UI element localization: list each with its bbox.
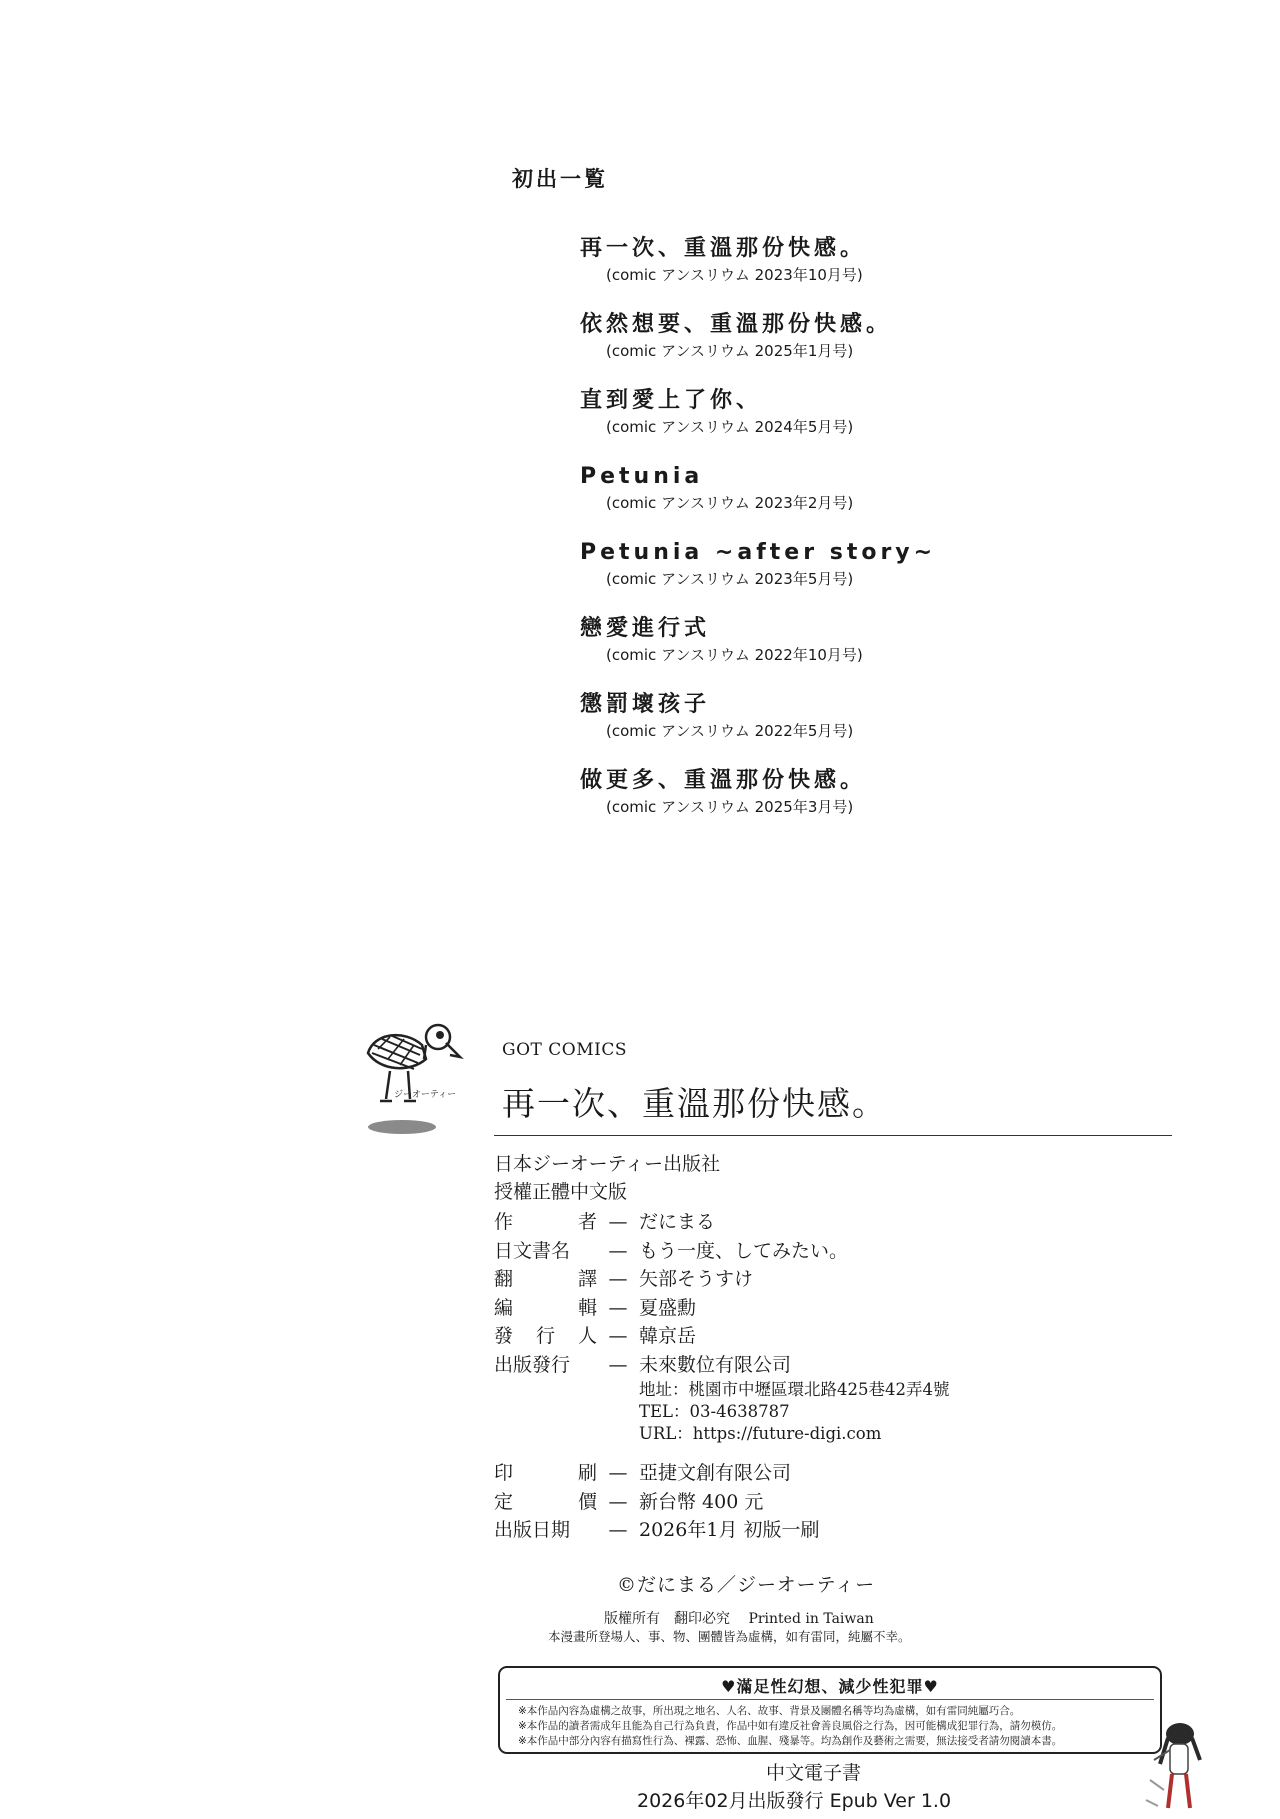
bird-logo-icon bbox=[360, 1015, 470, 1135]
notice-line: ※本作品中部分內容有描寫性行為、裸露、恐怖、血腥、殘暴等。均為創作及藝術之需要，無法接受者請勿閱讀本書。 bbox=[518, 1735, 1063, 1747]
work-title: Petunia bbox=[580, 464, 704, 489]
logo-text: ジーオーティー bbox=[394, 1090, 457, 1100]
credit-dash: — bbox=[608, 1353, 628, 1376]
notice-title: ♥滿足性幻想、減少性犯罪♥ bbox=[721, 1677, 939, 1696]
credit-value: 2026年1月 初版一刷 bbox=[639, 1519, 820, 1541]
credit-label: 日文書名 bbox=[494, 1239, 571, 1262]
credit-label: 印 刷 bbox=[494, 1462, 597, 1484]
book-title: 再一次、重溫那份快感。 bbox=[502, 1084, 887, 1123]
credit-row bbox=[494, 1208, 950, 1237]
list-item bbox=[580, 766, 1140, 842]
notice-divider bbox=[506, 1699, 1154, 1700]
list-item bbox=[580, 462, 1140, 538]
credit-label: 發 行 人 bbox=[494, 1325, 597, 1347]
works-list bbox=[580, 234, 1140, 842]
credit-value: 亞捷文創有限公司 bbox=[639, 1462, 792, 1484]
list-item bbox=[580, 690, 1140, 766]
credit-dash: — bbox=[608, 1519, 628, 1541]
credit-label: 定 價 bbox=[494, 1490, 597, 1513]
work-title: Petunia ~after story~ bbox=[580, 540, 937, 565]
notice-lines bbox=[518, 1704, 1062, 1749]
work-title: 戀愛進行式 bbox=[580, 616, 711, 641]
credit-dash: — bbox=[608, 1296, 628, 1319]
list-heading: 初出一覧 bbox=[512, 167, 608, 191]
credit-label: 編 輯 bbox=[494, 1296, 597, 1319]
credit-value: もう一度、してみたい。 bbox=[639, 1239, 849, 1262]
credit-value: 韓京岳 bbox=[639, 1325, 697, 1347]
notice-line: ※本作品的讀者需成年且能為自己行為負責，作品中如有違反社會善良風俗之行為，因可能構成犯罪行為，請勿模仿。 bbox=[518, 1720, 1063, 1732]
list-item bbox=[580, 614, 1140, 690]
work-source: (comic アンスリウム 2025年1月号) bbox=[606, 342, 854, 360]
credit-label: 翻 譯 bbox=[494, 1268, 597, 1290]
credit-value: だにまる bbox=[639, 1211, 716, 1233]
publisher-name: 日本ジーオーティー出版社 bbox=[494, 1153, 721, 1175]
credit-value: 未來數位有限公司 bbox=[639, 1353, 792, 1376]
credit-value: 夏盛勳 bbox=[639, 1296, 697, 1319]
credit-row bbox=[494, 1294, 950, 1323]
rights-line: 版權所有 翻印必究 Printed in Taiwan bbox=[604, 1611, 874, 1627]
credit-label: 作 者 bbox=[494, 1211, 597, 1233]
credit-dash: — bbox=[608, 1490, 628, 1513]
work-source: (comic アンスリウム 2023年5月号) bbox=[606, 570, 854, 588]
credit-label: 出版日期 bbox=[494, 1519, 571, 1541]
credit-row bbox=[494, 1351, 950, 1380]
ebook-release: 2026年02月出版發行 Epub Ver 1.0 bbox=[637, 1790, 952, 1812]
character-figure-icon bbox=[1140, 1720, 1210, 1815]
credit-dash: — bbox=[608, 1462, 628, 1484]
credit-row bbox=[494, 1459, 950, 1488]
credit-value: 矢部そうすけ bbox=[639, 1268, 754, 1290]
work-title: 再一次、重溫那份快感。 bbox=[580, 236, 867, 261]
work-source: (comic アンスリウム 2025年3月号) bbox=[606, 798, 854, 816]
work-title: 做更多、重溫那份快感。 bbox=[580, 768, 867, 793]
credit-dash: — bbox=[608, 1239, 628, 1262]
work-title: 依然想要、重溫那份快感。 bbox=[580, 312, 893, 337]
credit-dash: — bbox=[608, 1325, 628, 1347]
ebook-label: 中文電子書 bbox=[766, 1762, 862, 1784]
credit-row bbox=[494, 1322, 950, 1351]
divider bbox=[494, 1135, 1172, 1136]
work-source: (comic アンスリウム 2022年10月号) bbox=[606, 646, 863, 664]
work-source: (comic アンスリウム 2023年2月号) bbox=[606, 494, 854, 512]
tel-line: TEL：03-4638787 bbox=[639, 1402, 790, 1421]
credit-row bbox=[494, 1488, 950, 1517]
address-line: 地址：桃園市中壢區環北路425巷42弄4號 bbox=[639, 1380, 950, 1399]
credit-row bbox=[494, 1265, 950, 1294]
url-line: URL：https://future-digi.com bbox=[639, 1424, 882, 1443]
notice-line: ※本作品內容為虛構之故事，所出現之地名、人名、故事、背景及團體名稱等均為虛構，如有雷同純屬巧合。 bbox=[518, 1705, 1021, 1717]
credit-row bbox=[494, 1516, 950, 1545]
credit-dash: — bbox=[608, 1211, 628, 1233]
notice-box bbox=[498, 1666, 1162, 1754]
list-item bbox=[580, 234, 1140, 310]
list-item bbox=[580, 386, 1140, 462]
fiction-note: 本漫畫所登場人、事、物、團體皆為虛構，如有雷同，純屬不幸。 bbox=[548, 1629, 911, 1644]
work-title: 直到愛上了你、 bbox=[580, 388, 763, 413]
series-label: GOT COMICS bbox=[502, 1040, 627, 1060]
work-title: 懲罰壞孩子 bbox=[580, 692, 711, 717]
credit-value: 新台幣 400 元 bbox=[639, 1490, 764, 1513]
credits-table bbox=[494, 1208, 950, 1545]
license-line: 授權正體中文版 bbox=[494, 1181, 628, 1203]
work-source: (comic アンスリウム 2022年5月号) bbox=[606, 722, 854, 740]
copyright-line: ©だにまる／ジーオーティー bbox=[617, 1574, 876, 1596]
list-item bbox=[580, 310, 1140, 386]
work-source: (comic アンスリウム 2024年5月号) bbox=[606, 418, 854, 436]
credit-label: 出版發行 bbox=[494, 1353, 571, 1376]
credit-dash: — bbox=[608, 1268, 628, 1290]
credit-row bbox=[494, 1237, 950, 1266]
work-source: (comic アンスリウム 2023年10月号) bbox=[606, 266, 863, 284]
publisher-block bbox=[494, 1150, 720, 1206]
list-item bbox=[580, 538, 1140, 614]
